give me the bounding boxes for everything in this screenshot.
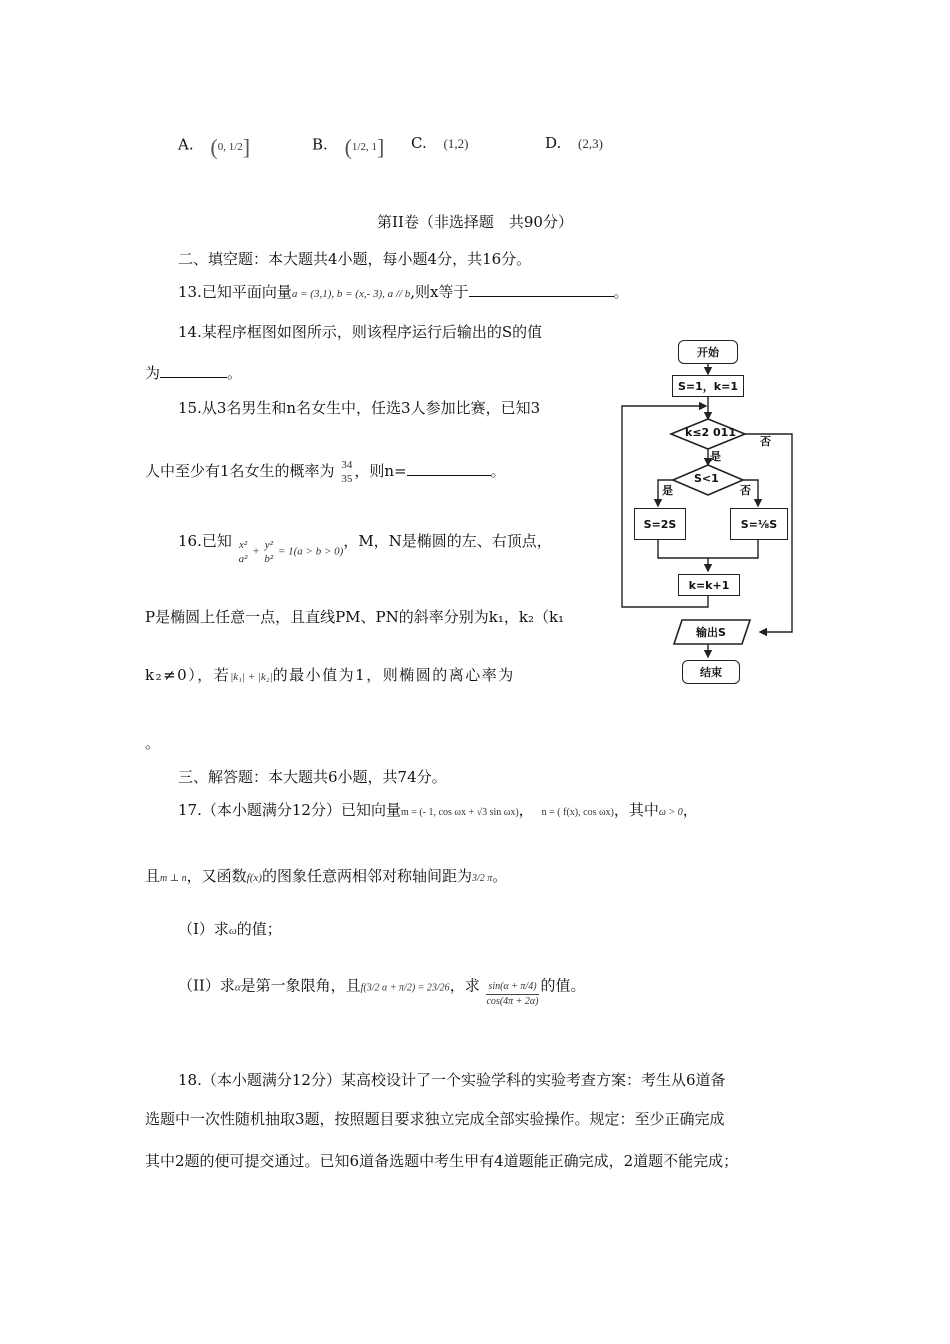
question-18-line1: 18.（本小题满分12分）某高校设计了一个实验学科的实验考查方案：考生从6道备 [178, 1071, 726, 1089]
q13-blank[interactable] [469, 282, 614, 297]
question-14-line1: 14.某程序框图如图所示，则该程序运行后输出的S的值 [178, 323, 543, 341]
question-18-line3: 其中2题的便可提交通过。已知6道备选题中考生甲有4道题能正确完成，2道题不能完成； [145, 1152, 739, 1170]
q17-vector-n: n = ( f(x), cos ωx) [541, 807, 614, 818]
q13-math: a = (3,1), b = (x,- 3), a // b [291, 288, 411, 300]
choice-c-label: C. [411, 134, 427, 152]
choice-d [545, 134, 603, 152]
flowchart-cond2-label: S<1 [694, 472, 719, 485]
q16-abs-sum: |k₁| + |k₂| [230, 671, 273, 683]
choice-d-label: D. [545, 134, 562, 152]
flowchart-box-right: S=⅛S [730, 508, 788, 540]
flowchart-init: S=1，k=1 [672, 375, 744, 397]
question-17-line2: 且m ⊥ n，又函数f(x)的图象任意两相邻对称轴间距为3/2 π。 [145, 867, 508, 885]
question-16-line1: 16.已知 x² a² + y² b² = 1(a > b > 0)，M，N是椭圆的左、右顶点， [178, 532, 552, 565]
q15-blank[interactable] [407, 461, 491, 476]
question-17-line1: 17.（本小题满分12分）已知向量m = (- 1, cos ωx + √3 sin ωx)， n = ( f(x), cos ωx)，其中ω > 0， [178, 801, 698, 819]
section-title: 第II卷（非选择题 共90分） [377, 213, 573, 231]
flowchart-start: 开始 [678, 340, 738, 364]
choice-b [312, 134, 384, 160]
question-16-line3: k₂≠0），若|k₁| + |k₂|的最小值为1，则椭圆的离心率为 [145, 666, 515, 684]
q16-ellipse-equation: x² a² + y² b² = 1(a > b > 0) [238, 539, 344, 565]
answer-header: 三、解答题：本大题共6小题，共74分。 [178, 768, 447, 786]
choice-b-value: (1/2, 1] [344, 134, 385, 159]
question-17-part1: （I）求ω的值； [178, 920, 282, 938]
question-15-line2: 人中至少有1名女生的概率为 34 35 ，则n= 。 [145, 459, 506, 485]
q14-blank[interactable] [160, 363, 227, 378]
flowchart-no1: 否 [760, 435, 771, 448]
flowchart-end: 结束 [682, 660, 740, 684]
q17-fraction: $\frac{\sin(\alpha + \pi/4)}{\cos(4\pi + 2\alpha)}$ [486, 981, 539, 1007]
choice-b-label: B. [312, 135, 328, 154]
choice-a-value: (0, 1/2] [210, 134, 251, 159]
choice-c-value: (1,2) [443, 136, 469, 151]
choice-a [178, 134, 250, 160]
flowchart [600, 330, 820, 690]
q15-fraction: 34 35 [341, 459, 353, 485]
question-14-line2: 为 。 [145, 364, 243, 382]
flowchart-yes1: 是 [710, 450, 721, 463]
flowchart-no2: 否 [740, 484, 751, 497]
fill-header: 二、填空题：本大题共4小题，每小题4分，共16分。 [178, 250, 532, 268]
question-13: 13.已知平面向量a = (3,1), b = (x,- 3), a // b,则x等于 。 [178, 283, 629, 301]
choice-c [411, 134, 468, 152]
question-17-part2: （II）求α是第一象限角，且f(3/2 α + π/2) = 23/26，求 $\frac{\sin(\alpha + \pi/4)}{\cos(4\pi + 2\alpha)}$ 的值。 [178, 976, 586, 1007]
flowchart-increment: k=k+1 [678, 574, 740, 596]
flowchart-yes2: 是 [662, 484, 673, 497]
flowchart-box-left: S=2S [634, 508, 686, 540]
flowchart-cond1-label: k≤2 011 [685, 426, 736, 439]
question-16-line4: 。 [145, 734, 161, 752]
choice-a-label: A. [178, 135, 194, 154]
question-18-line2: 选题中一次性随机抽取3题，按照题目要求独立完成全部实验操作。规定：至少正确完成 [145, 1110, 725, 1128]
choice-d-value: (2,3) [578, 136, 603, 151]
question-16-line2: P是椭圆上任意一点，且直线PM、PN的斜率分别为k₁，k₂（k₁ [145, 608, 565, 626]
question-15-line1: 15.从3名男生和n名女生中，任选3人参加比赛，已知3 [178, 399, 541, 417]
q17-vector-m: m = (- 1, cos ωx + √3 sin ωx) [400, 807, 519, 818]
flowchart-output: 输出S [696, 626, 726, 639]
